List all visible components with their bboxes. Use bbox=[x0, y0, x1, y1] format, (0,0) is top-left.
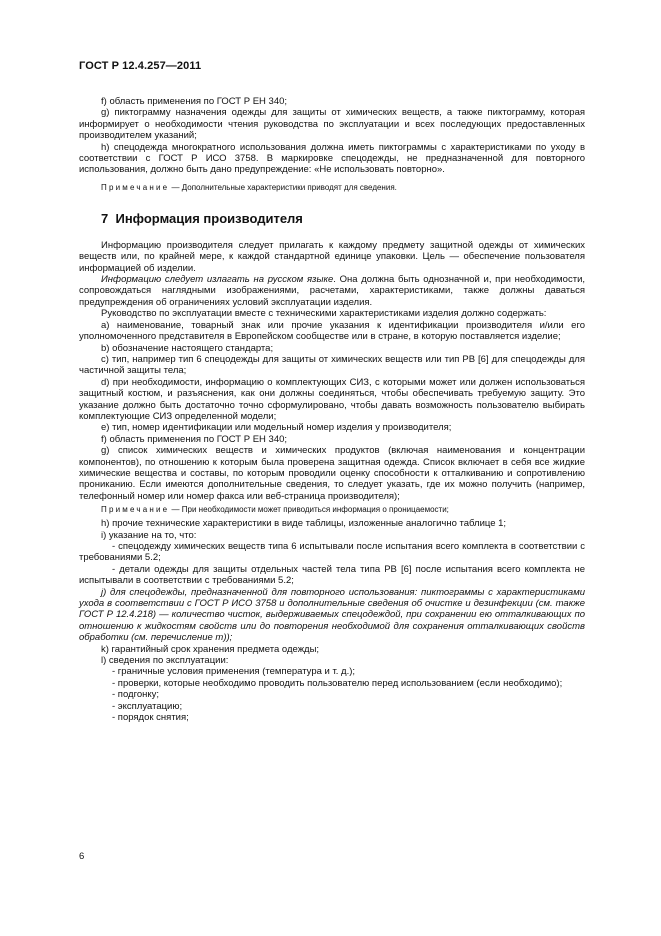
note-1-label: Примечание bbox=[101, 182, 170, 192]
section-heading bbox=[79, 211, 585, 226]
section-title: Информация производителя bbox=[115, 210, 303, 226]
list-item-c: c) тип, например тип 6 спецодежды для защиты от химических веществ или тип PB [6] для спецодежды для частичной защиты тела; bbox=[79, 353, 585, 377]
document-header: ГОСТ Р 12.4.257—2011 bbox=[79, 60, 202, 72]
list-item-g: g) список химических веществ и химических продуктов (включая наименования и концентрации компонентов), по отношению к которым была проверена защитная одежда. Список включает в себя все жидкие химические вещества и составы, по которым проводили оценку способности к отталкиванию и сопротивлению прониканию. Если имеются дополнительные сведения, то следует указать, где их можно получить (например, телефонный номер или номер факса или веб-страница производителя); bbox=[79, 445, 585, 502]
list-item-i: i) указание на то, что: bbox=[101, 529, 197, 541]
list-subitem-l-2: - проверки, которые необходимо проводить пользователю перед использованием (если необходимо); bbox=[112, 677, 563, 689]
list-item-l: l) сведения по эксплуатации: bbox=[101, 655, 229, 667]
paragraph-2 bbox=[79, 274, 585, 308]
paragraph-2-text: . Она должна быть однозначной и, при необходимости, сопровождаться наглядными изображениями, расчетами, характеристиками, также должны даваться предупреждения об ограничениях условий эксплуатации изделия. bbox=[79, 274, 586, 308]
list-subitem-l-1: - граничные условия применения (температура и т. д.); bbox=[112, 666, 356, 678]
list-subitem-l-3: - подгонку; bbox=[112, 689, 160, 701]
list-subitem-i-2: - детали одежды для защиты отдельных частей тела типа PB [6] после испытания всего комплекта не испытывали в соответствии с требованиями 5.2; bbox=[79, 563, 585, 587]
list-item-e: e) тип, номер идентификации или модельный номер изделия у производителя; bbox=[101, 422, 452, 434]
note-1 bbox=[79, 183, 585, 193]
page-content bbox=[79, 96, 585, 724]
page-number: 6 bbox=[79, 851, 85, 862]
note-1-text: — Дополнительные характеристики приводят для сведения. bbox=[169, 182, 397, 192]
list-subitem-l-4: - эксплуатацию; bbox=[112, 700, 183, 712]
list-item-a: a) наименование, товарный знак или прочие указания к идентификации производителя и/или его уполномоченного представителя в Европейском сообществе или в стране, в которую поставляется изделие; bbox=[79, 319, 585, 343]
list-item-f: f) область применения по ГОСТ Р ЕН 340; bbox=[101, 433, 288, 445]
list-item-h: h) прочие технические характеристики в виде таблицы, изложенные аналогично таблице 1; bbox=[101, 518, 507, 530]
paragraph-2-italic: Информацию следует излагать на русском языке bbox=[101, 274, 334, 286]
list-item-b: b) обозначение настоящего стандарта; bbox=[101, 342, 274, 354]
list-item-k: k) гарантийный срок хранения предмета одежды; bbox=[101, 643, 320, 655]
item-h-top: h) спецодежда многократного использования должна иметь пиктограммы с характеристиками по уходу в соответствии с ГОСТ Р ИСО 3758. В маркировке спецодежды, не предназначенной для повторного использования, должно быть дано предупреждение: «Не использовать повторно». bbox=[79, 141, 585, 176]
paragraph-1: Информацию производителя следует прилагать к каждому предмету защитной одежды от химических веществ или, по крайней мере, к каждой стандартной единице упаковки. Цель — обеспечение пользователя информацией об изделии. bbox=[79, 239, 585, 274]
note-2 bbox=[79, 505, 585, 515]
list-item-d: d) при необходимости, информацию о комплектующих СИЗ, с которыми может или должен использоваться защитный костюм, и разъяснения, как они должны соединяться, чтобы обеспечивать требуемую защиту. Это указание должно быть достаточно точно сформулировано, чтобы давать возможность пользователю выбирать комплектующие СИЗ определенной модели; bbox=[79, 376, 585, 422]
list-subitem-i-1: - спецодежду химических веществ типа 6 испытывали после испытания всего комплекта в соответствии с требованиями 5.2; bbox=[79, 541, 585, 564]
item-g-top: g) пиктограмму назначения одежды для защиты от химических веществ, а также пиктограмму, которая информирует о необходимости чтения руководства по эксплуатации и всех последующих предоставленных производителем указаний; bbox=[79, 107, 585, 142]
list-item-j: j) для спецодежды, предназначенной для повторного использования: пиктограммы с характеристиками ухода в соответствии с ГОСТ Р ИСО 3758 и дополнительные сведения об очистке и дезинфекции (см. также ГОСТ Р 12.4.218) — количество чисток, выдерживаемых спецодеждой, при сохранении ею отталкивающих по отношению к жидкостям свойств или до повторения необходимой для сохранения отталкивающих свойств обработки (см. перечисление m)); bbox=[79, 586, 585, 644]
item-f-top: f) область применения по ГОСТ Р ЕН 340; bbox=[101, 96, 288, 107]
note-2-label: Примечание bbox=[101, 505, 170, 515]
note-2-text: — При необходимости может приводиться информация о проницаемости; bbox=[169, 505, 449, 515]
list-subitem-l-5: - порядок снятия; bbox=[112, 712, 189, 724]
section-number: 7 bbox=[101, 210, 109, 226]
paragraph-3: Руководство по эксплуатации вместе с техническими характеристиками изделия должно содержать: bbox=[101, 308, 547, 320]
